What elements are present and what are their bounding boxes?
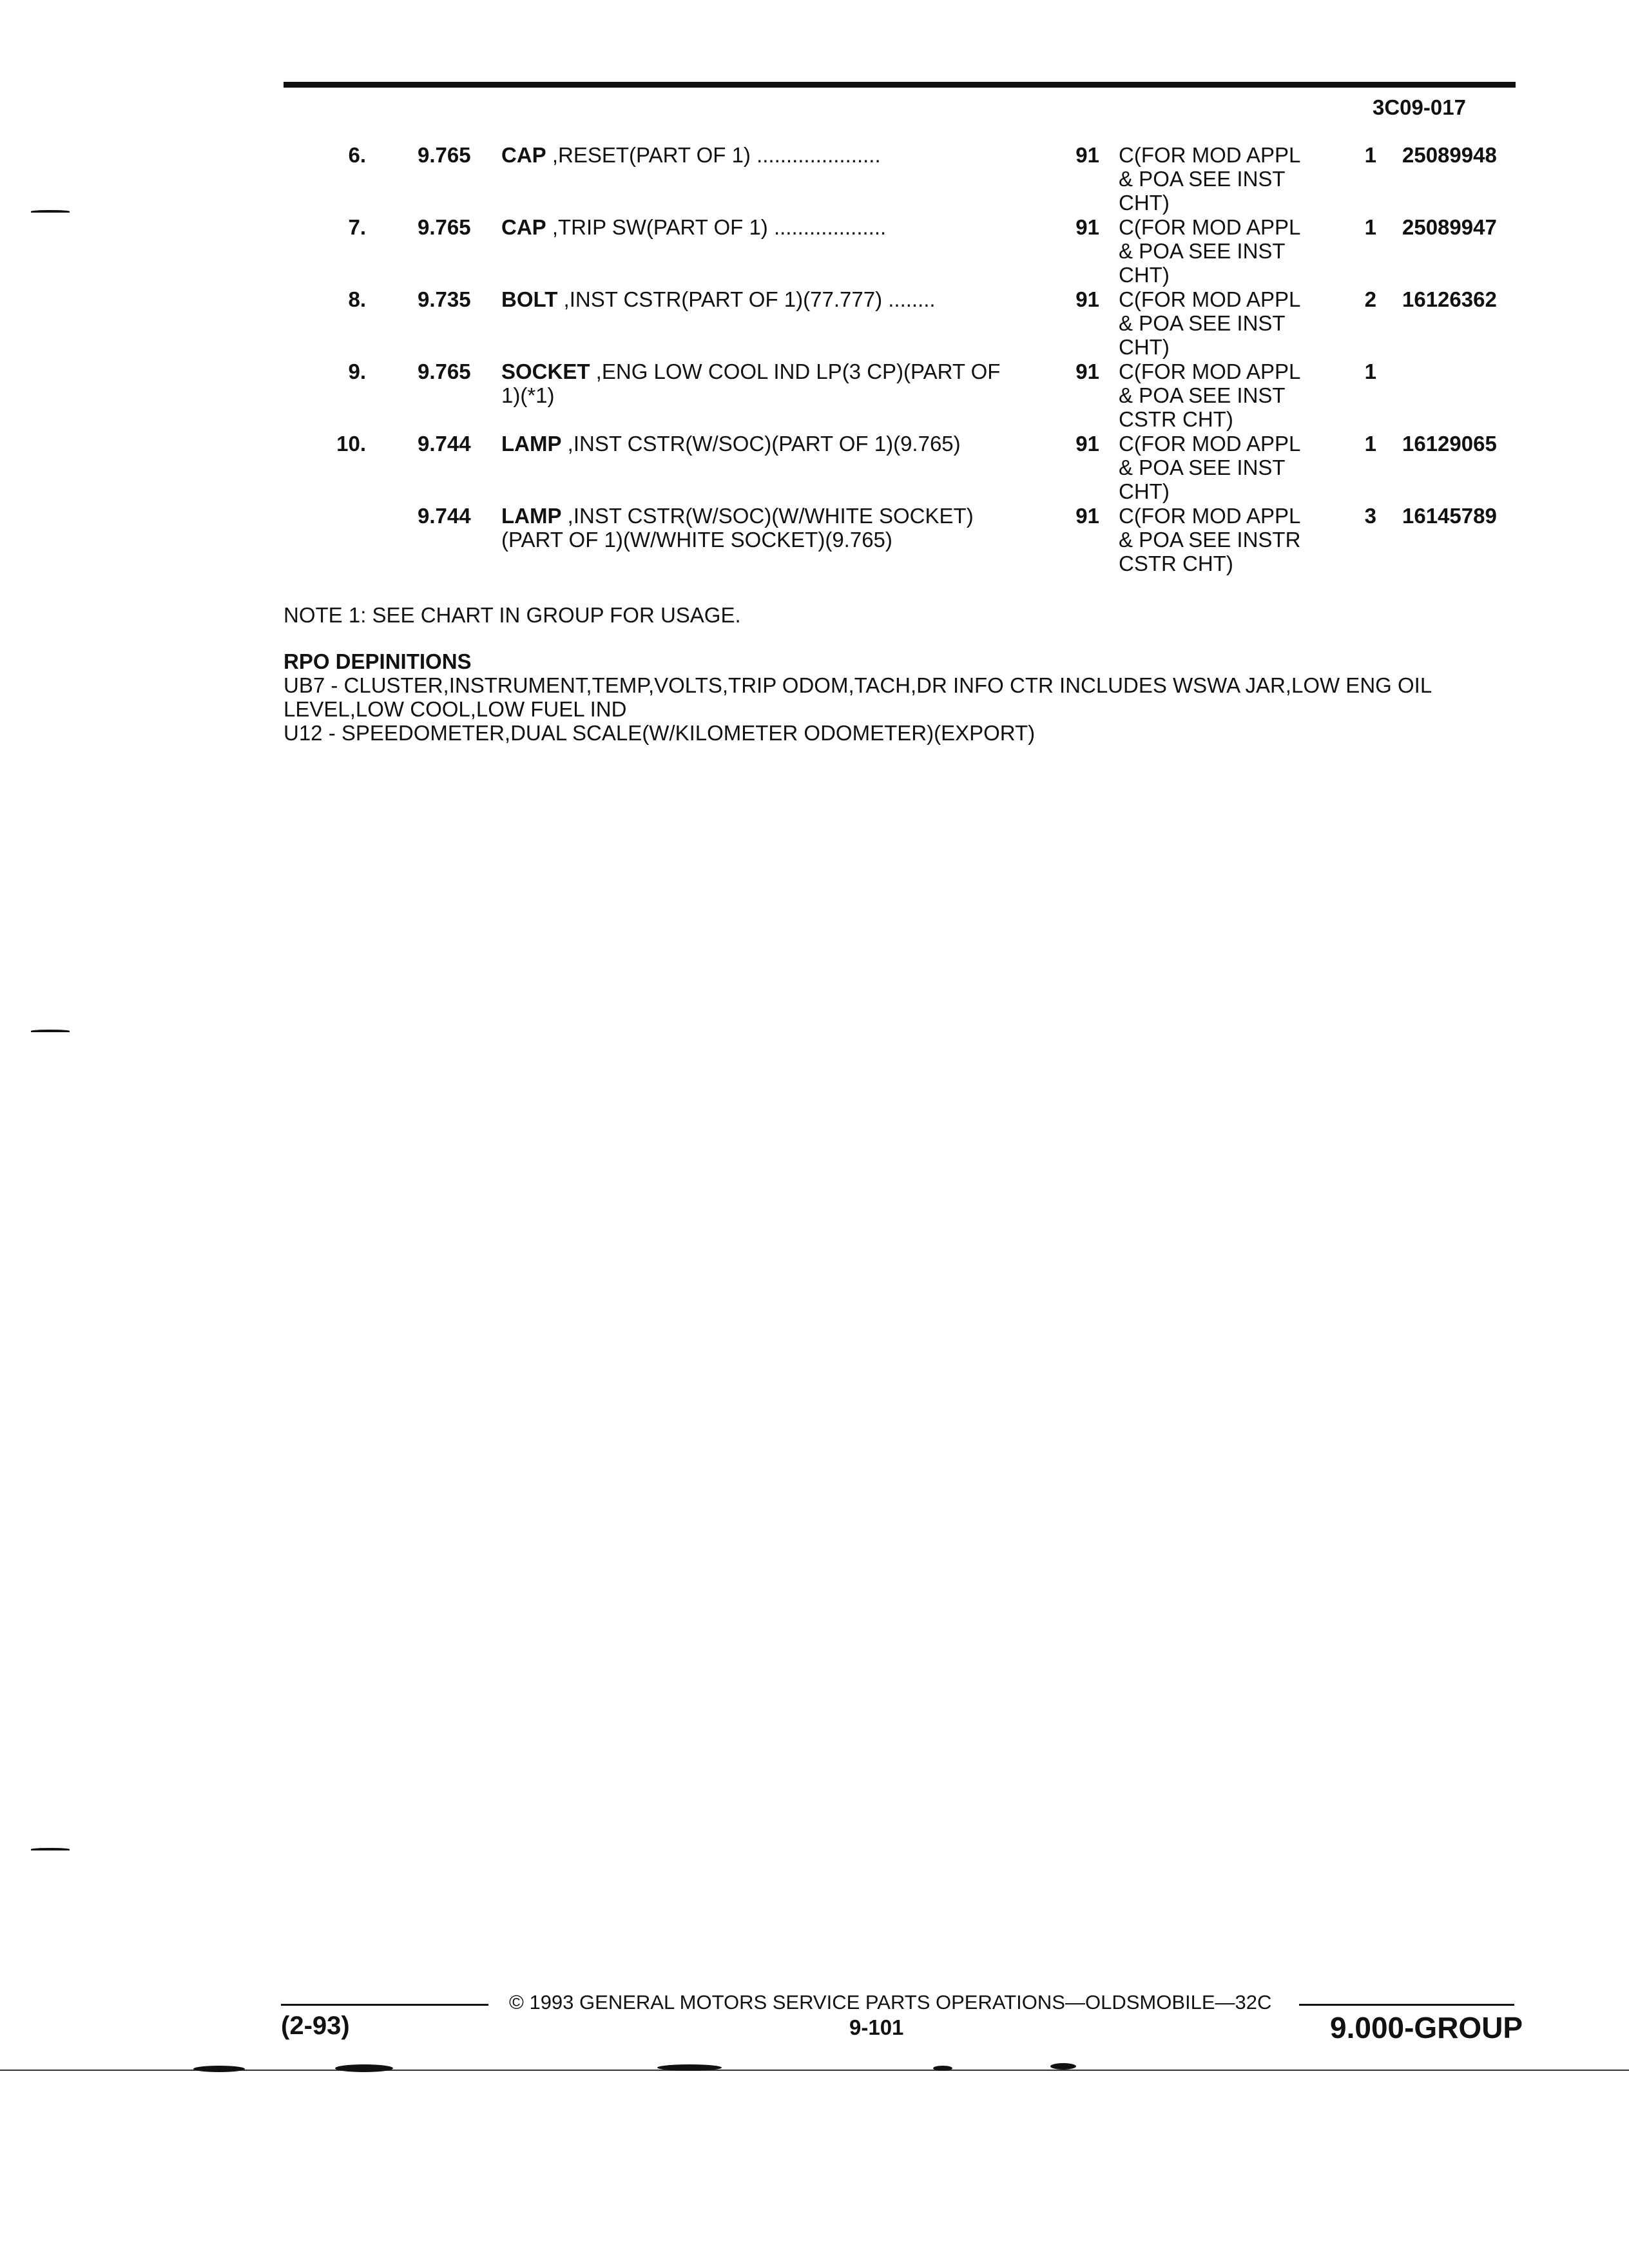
part-detail: ,TRIP SW(PART OF 1) ................... bbox=[546, 215, 887, 239]
part-description bbox=[501, 432, 1017, 456]
model-year: 91 bbox=[1075, 287, 1099, 311]
footer-rule-left bbox=[281, 2004, 488, 2006]
part-row bbox=[284, 287, 1516, 360]
part-name: CAP bbox=[501, 143, 546, 167]
part-row bbox=[284, 504, 1516, 576]
model-year: 91 bbox=[1075, 504, 1099, 528]
part-name: BOLT bbox=[501, 287, 558, 311]
rpo-definition-line: U12 - SPEEDOMETER,DUAL SCALE(W/KILOMETER ODOMETER)(EXPORT) bbox=[284, 721, 1036, 745]
parts-list bbox=[284, 143, 1516, 576]
page-number: 9-101 bbox=[849, 2015, 904, 2039]
group-label: 9.000-GROUP bbox=[1330, 2011, 1523, 2044]
quantity: 1 bbox=[1364, 215, 1376, 239]
part-row bbox=[284, 432, 1516, 504]
usage-note: C(FOR MOD APPL & POA SEE INST CHT) bbox=[1119, 287, 1301, 359]
margin-mark bbox=[31, 210, 70, 213]
part-description bbox=[501, 215, 1017, 239]
usage-note: C(FOR MOD APPL & POA SEE INST CHT) bbox=[1119, 143, 1301, 215]
part-detail: ,INST CSTR(W/SOC)(W/WHITE SOCKET) (PART OF 1)(W/WHITE SOCKET)(9.765) bbox=[501, 504, 974, 552]
rpo-title: RPO DEPINITIONS bbox=[284, 649, 472, 673]
usage-note-text: NOTE 1: SEE CHART IN GROUP FOR USAGE. bbox=[284, 603, 741, 627]
part-number: 16126362 bbox=[1402, 287, 1497, 311]
part-description bbox=[501, 287, 1017, 311]
part-name: LAMP bbox=[501, 432, 562, 456]
scan-smudge bbox=[933, 2066, 952, 2071]
section-number: 9.744 bbox=[418, 432, 471, 456]
part-detail: ,RESET(PART OF 1) ..................... bbox=[546, 143, 881, 167]
part-description bbox=[501, 143, 1017, 167]
section-number: 9.765 bbox=[418, 143, 471, 167]
item-number: 7. bbox=[348, 215, 366, 239]
item-number: 8. bbox=[348, 287, 366, 311]
model-year: 91 bbox=[1075, 215, 1099, 239]
quantity: 1 bbox=[1364, 143, 1376, 167]
part-detail: ,ENG LOW COOL IND LP(3 CP)(PART OF 1)(*1) bbox=[501, 360, 1001, 407]
part-detail: ,INST CSTR(PART OF 1)(77.777) ........ bbox=[557, 287, 936, 311]
part-number: 16145789 bbox=[1402, 504, 1497, 528]
section-number: 9.744 bbox=[418, 504, 471, 528]
usage-note: C(FOR MOD APPL & POA SEE INST CHT) bbox=[1119, 432, 1301, 503]
scan-smudge bbox=[193, 2066, 245, 2072]
page-code: 3C09-017 bbox=[1373, 95, 1466, 119]
part-description bbox=[501, 504, 1017, 552]
usage-note: C(FOR MOD APPL & POA SEE INSTR CSTR CHT) bbox=[1119, 504, 1301, 575]
part-row bbox=[284, 215, 1516, 287]
footer-rule-right bbox=[1299, 2004, 1514, 2006]
scan-smudge bbox=[657, 2064, 722, 2071]
margin-mark bbox=[31, 1848, 70, 1850]
item-number: 6. bbox=[348, 143, 366, 167]
item-number: 9. bbox=[348, 360, 366, 383]
model-year: 91 bbox=[1075, 432, 1099, 456]
section-number: 9.735 bbox=[418, 287, 471, 311]
rpo-definition-line: UB7 - CLUSTER,INSTRUMENT,TEMP,VOLTS,TRIP ODOM,TACH,DR INFO CTR INCLUDES WSWA JAR,LOW ENG OIL LEVEL,LOW COOL,LOW FUEL IND bbox=[284, 673, 1431, 721]
header-rule bbox=[284, 82, 1516, 88]
part-number: 16129065 bbox=[1402, 432, 1497, 456]
scan-smudge bbox=[1050, 2063, 1076, 2070]
scan-smudge bbox=[335, 2064, 393, 2072]
usage-note: C(FOR MOD APPL & POA SEE INST CSTR CHT) bbox=[1119, 360, 1301, 431]
part-name: SOCKET bbox=[501, 360, 590, 383]
part-name: CAP bbox=[501, 215, 546, 239]
scan-edge-line bbox=[0, 2070, 1629, 2071]
quantity: 2 bbox=[1364, 287, 1376, 311]
copyright-text: © 1993 GENERAL MOTORS SERVICE PARTS OPERATIONS—OLDSMOBILE—32C bbox=[509, 1991, 1272, 2013]
section-number: 9.765 bbox=[418, 360, 471, 383]
usage-note: C(FOR MOD APPL & POA SEE INST CHT) bbox=[1119, 215, 1301, 287]
rpo-definitions bbox=[284, 649, 1521, 745]
margin-mark bbox=[31, 1030, 70, 1032]
section-number: 9.765 bbox=[418, 215, 471, 239]
item-number: 10. bbox=[336, 432, 366, 456]
quantity: 3 bbox=[1364, 504, 1376, 528]
part-name: LAMP bbox=[501, 504, 562, 528]
part-number: 25089947 bbox=[1402, 215, 1497, 239]
model-year: 91 bbox=[1075, 143, 1099, 167]
part-row bbox=[284, 360, 1516, 432]
part-row bbox=[284, 143, 1516, 215]
model-year: 91 bbox=[1075, 360, 1099, 383]
part-description bbox=[501, 360, 1017, 407]
part-number: 25089948 bbox=[1402, 143, 1497, 167]
revision-date: (2-93) bbox=[281, 2012, 350, 2040]
part-detail: ,INST CSTR(W/SOC)(PART OF 1)(9.765) bbox=[561, 432, 961, 456]
quantity: 1 bbox=[1364, 432, 1376, 456]
quantity: 1 bbox=[1364, 360, 1376, 383]
